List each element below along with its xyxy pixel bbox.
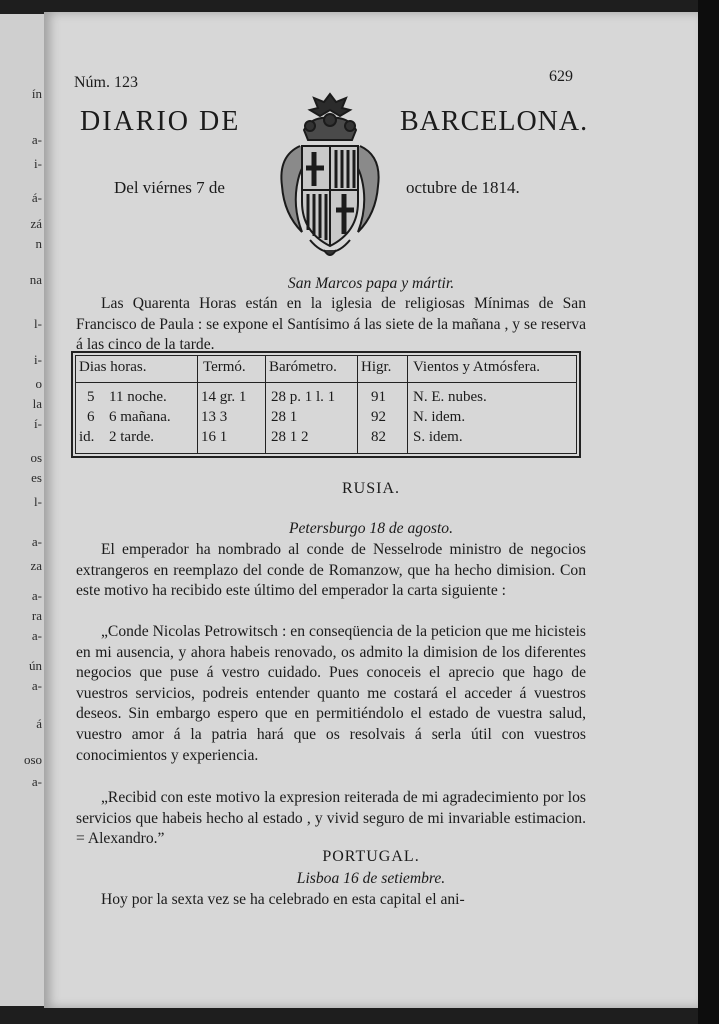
table-header-higr: Higr. <box>361 359 392 375</box>
left-page-fragment: i- <box>34 156 42 171</box>
left-page-fragment: za <box>30 558 42 573</box>
left-page-fragment: a- <box>31 678 42 693</box>
left-page-fragment: í- <box>34 416 42 431</box>
table-column-rule <box>407 356 408 453</box>
masthead-title-right: BARCELONA. <box>400 106 589 137</box>
table-cell-hour: 11 noche. <box>109 389 167 405</box>
left-page-fragment: o <box>35 376 42 391</box>
table-column-rule <box>357 356 358 453</box>
issue-number: Núm. 123 <box>74 74 138 91</box>
newspaper-page <box>44 12 698 1008</box>
scan-background-edge <box>698 0 719 1024</box>
table-header-thermo: Termó. <box>203 359 246 375</box>
table-cell-baro: 28 1 2 <box>271 429 309 445</box>
section-heading-rusia: RUSIA. <box>341 480 400 497</box>
left-page-fragment: es <box>31 470 42 485</box>
left-page-edge <box>0 14 46 1006</box>
dateline-lisboa: Lisboa 16 de setiembre. <box>296 870 446 887</box>
table-cell-wind: N. idem. <box>413 409 466 425</box>
left-page-fragment: na <box>29 272 42 287</box>
table-cell-thermo: 13 3 <box>201 409 228 425</box>
left-page-fragment: os <box>30 450 42 465</box>
table-header-wind: Vientos y Atmósfera. <box>413 359 540 375</box>
left-page-fragment: ín <box>31 86 42 101</box>
left-page-fragment: zá <box>30 216 42 231</box>
table-cell-day: id. <box>79 429 95 445</box>
left-page-fragment: l- <box>34 494 42 509</box>
table-cell-wind: N. E. nubes. <box>413 389 487 405</box>
left-page-fragment: ún <box>29 658 42 673</box>
table-header-baro: Barómetro. <box>269 359 337 375</box>
barcelona-coat-of-arms-icon <box>270 90 390 266</box>
rusia-paragraph-1: El emperador ha nombrado al conde de Nesselrode ministro de negocios extrangeros en reemplazo del conde de Romanzow, que ha hecho dimision. Con este motivo ha recibido este último del emperador la carta siguiente : <box>76 541 586 600</box>
rusia-paragraph-3: „Recibid con este motivo la expresion reiterada de mi agradecimiento por los servicios que habeis hecho al estado , y vivid seguro de mi invariable estimacion. = Alexandro.” <box>76 789 586 848</box>
date-right: octubre de 1814. <box>406 178 520 197</box>
table-cell-day: 6 <box>87 409 95 425</box>
table-header-rule <box>76 382 576 383</box>
left-page-fragment: á <box>36 716 42 731</box>
left-page-fragment: ra <box>31 608 42 623</box>
left-page-fragment: l- <box>34 316 42 331</box>
left-page-fragment: a- <box>31 628 42 643</box>
left-page-fragment: a- <box>31 132 42 147</box>
dateline-petersburgo: Petersburgo 18 de agosto. <box>288 520 453 537</box>
left-page-fragment: i- <box>34 352 42 367</box>
table-cell-higr: 92 <box>371 409 386 425</box>
masthead-title-left: DIARIO DE <box>80 106 241 137</box>
table-cell-hour: 2 tarde. <box>109 429 154 445</box>
table-header-days: Dias horas. <box>79 359 147 375</box>
left-page-fragment: oso <box>23 752 42 767</box>
table-cell-thermo: 14 gr. 1 <box>201 389 247 405</box>
rusia-paragraph-2: „Conde Nicolas Petrowitsch : en conseqüencia de la peticion que me hicisteis en mi ausencia, y ahora habeis renovado, os admito la dimision de los diferentes negocios que puse á vestro cuidado. Pues conoceis el aprecio que hago de vuestros servicios, podreis entender quanto me costará el acceder á vuestros deseos. Sin embargo espero que en permitiéndolo el estado de vuestra salud, vuestro amor á la patria hará que os resolvais á serla útil con vuestros conocimientos y experiencia. <box>76 623 586 764</box>
saint-of-day: San Marcos papa y mártir. <box>287 275 455 292</box>
left-page-fragment: a- <box>31 534 42 549</box>
table-cell-thermo: 16 1 <box>201 429 228 445</box>
weather-table <box>71 351 581 458</box>
left-page-fragment: la <box>32 396 42 411</box>
left-page-fragment: a- <box>31 588 42 603</box>
left-page-fragment: n <box>35 236 42 251</box>
table-cell-baro: 28 p. 1 l. 1 <box>271 389 336 405</box>
table-cell-hour: 6 mañana. <box>109 409 171 425</box>
intro-paragraph: Las Quarenta Horas están en la iglesia de religiosas Mínimas de San Francisco de Paula : se expone el Santísimo á las siete de la mañana , y se reserva á las cinco de la tarde. <box>76 295 586 353</box>
table-cell-higr: 91 <box>371 389 386 405</box>
table-cell-higr: 82 <box>371 429 386 445</box>
table-cell-baro: 28 1 <box>271 409 298 425</box>
page-number: 629 <box>549 68 573 85</box>
table-cell-wind: S. idem. <box>413 429 463 445</box>
table-column-rule <box>265 356 266 453</box>
section-heading-portugal: PORTUGAL. <box>322 848 420 865</box>
left-page-fragment: a- <box>31 774 42 789</box>
table-cell-day: 5 <box>87 389 95 405</box>
left-page-fragment: á- <box>31 190 42 205</box>
portugal-paragraph-1: Hoy por la sexta vez se ha celebrado en esta capital el ani- <box>101 891 465 908</box>
date-left: Del viérnes 7 de <box>114 178 225 197</box>
table-column-rule <box>197 356 198 453</box>
